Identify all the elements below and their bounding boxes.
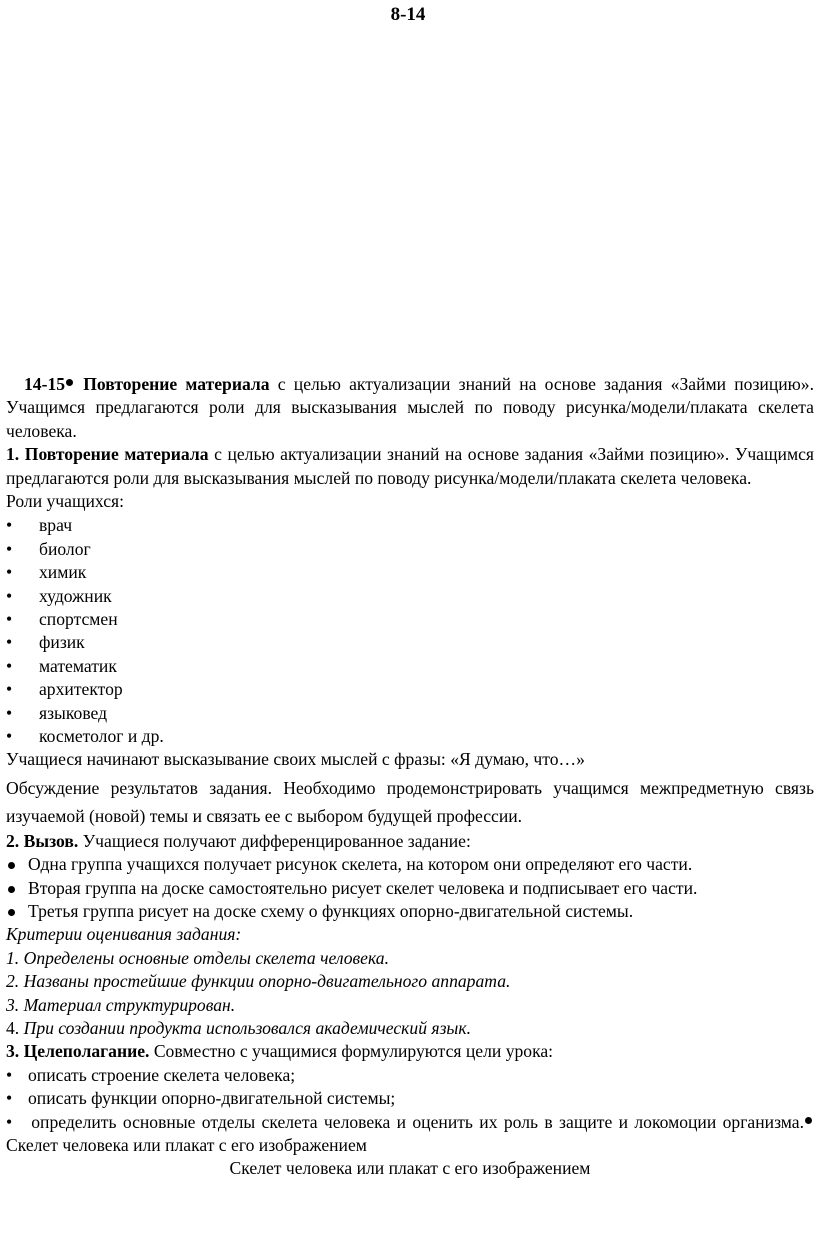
list-item: • художник — [6, 585, 814, 608]
list-item: • химик — [6, 561, 814, 584]
list-item: • архитектор — [6, 678, 814, 701]
list-item: • языковед — [6, 702, 814, 725]
criteria-text: Материал структурирован. — [23, 994, 236, 1015]
criteria-number: 4. — [6, 1018, 20, 1038]
section3-text: Совместно с учащимися формулируются цели урока: — [149, 1041, 554, 1062]
criteria-number: 2. — [6, 971, 20, 992]
bullet-dot-icon — [805, 1117, 812, 1124]
page-number: 8-14 — [390, 4, 426, 25]
roles-heading: Роли учащихся: — [6, 491, 125, 512]
list-item: Одна группа учащихся получает рисунок скелета, на котором они определяют его части. — [6, 853, 814, 876]
criteria-heading: Критерии оценивания задания: — [6, 924, 242, 945]
bullet-dot-icon — [66, 379, 73, 386]
intro-paragraph — [6, 373, 814, 443]
criteria-number: 3. — [6, 994, 20, 1015]
section1-paragraph — [6, 443, 814, 490]
intro-prefix: 14-15 — [24, 374, 66, 394]
goal-final: • определить основные отделы скелета человека и оценить их роль в защите и локомоции организма. Скелет человека или плакат с его изображением — [6, 1111, 814, 1158]
criteria-number: 1. — [6, 947, 20, 968]
list-item: • математик — [6, 655, 814, 678]
section2-paragraph — [6, 830, 814, 853]
list-item: • описать функции опорно-двигательной системы; — [6, 1087, 814, 1110]
section3-number: 3. — [6, 1041, 20, 1062]
intro-text: с целью актуализации знаний на основе задания «Займи позицию». Учащимся предлагаются роли для высказывания мыслей по поводу рисунка/модели/плаката скелета человека. — [6, 374, 814, 441]
list-item — [6, 947, 814, 970]
list-item: • физик — [6, 631, 814, 654]
section3-title: Целеполагание. — [23, 1041, 150, 1062]
criteria-text: При создании продукта использовался академический язык. — [23, 1018, 471, 1038]
section2-text: Учащиеся получают дифференцированное задание: — [78, 830, 471, 851]
roles-list — [6, 514, 814, 748]
discussion-paragraph: Обсуждение результатов задания. Необходимо продемонстрировать учащимся межпредметную связь изучаемой (новой) темы и связать ее с выбором будущей профессии. — [6, 777, 814, 826]
list-item: • врач — [6, 514, 814, 537]
list-item: • спортсмен — [6, 608, 814, 631]
list-item — [6, 994, 814, 1017]
section1-text: с целью актуализации знаний на основе задания «Займи позицию». Учащимся предлагаются роли для высказывания мыслей по поводу рисунка/модели/плаката скелета человека. — [6, 444, 814, 488]
intro-title: Повторение материала — [83, 374, 270, 394]
section3-paragraph — [6, 1040, 814, 1063]
lesson-content — [6, 373, 814, 1181]
tasks-list — [6, 853, 814, 923]
goal-tail: Скелет человека или плакат с его изображением — [6, 1135, 367, 1156]
list-item: • биолог — [6, 538, 814, 561]
section2-number: 2. — [6, 830, 20, 851]
list-item: • косметолог и др. — [6, 725, 814, 748]
phrase-paragraph: Учащиеся начинают высказывание своих мыслей с фразы: «Я думаю, что…» — [6, 749, 585, 770]
criteria-text: Названы простейшие функции опорно-двигательного аппарата. — [23, 971, 511, 992]
list-item: Третья группа рисует на доске схему о функциях опорно-двигательной системы. — [6, 900, 814, 923]
list-item: Вторая группа на доске самостоятельно рисует скелет человека и подписывает его части. — [6, 877, 814, 900]
image-caption: Скелет человека или плакат с его изображением — [229, 1158, 591, 1179]
section2-title: Вызов. — [23, 830, 79, 851]
section1-title: Повторение материала — [24, 444, 209, 465]
criteria-text: Определены основные отделы скелета человека. — [23, 947, 389, 968]
list-item — [6, 970, 814, 993]
section1-number: 1. — [6, 444, 20, 465]
goals-list — [6, 1064, 814, 1111]
goal-text: определить основные отделы скелета человека и оценить их роль в защите и локомоции организма. — [31, 1111, 804, 1132]
criteria-list — [6, 947, 814, 1041]
list-item — [6, 1017, 814, 1040]
list-item: • описать строение скелета человека; — [6, 1064, 814, 1087]
